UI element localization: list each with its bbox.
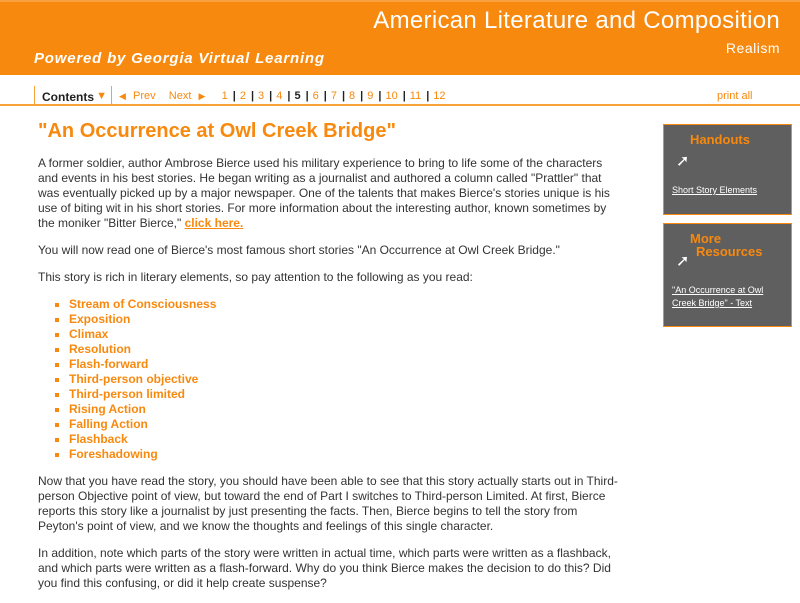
separator: |: [402, 90, 406, 102]
separator: |: [378, 90, 382, 102]
list-item: ▪ Flashback: [69, 432, 623, 447]
page-link-9[interactable]: 9: [367, 90, 374, 102]
author-info-link[interactable]: click here.: [184, 216, 244, 230]
page-link-7[interactable]: 7: [330, 90, 337, 102]
separator: |: [232, 90, 236, 102]
contents-label: Contents: [42, 90, 94, 104]
time-paragraph: In addition, note which parts of the story were written in actual time, which parts were written as a flashback, and which parts were written as a flash-forward. Why do you think Bierce makes the decision to do this? Did you find this confusing, or did it help create suspense?: [38, 546, 611, 590]
list-item: ▪ Third-person objective: [69, 372, 623, 387]
intro-paragraph: [38, 156, 623, 231]
page-link-3[interactable]: 3: [258, 90, 265, 102]
prev-label: Prev: [132, 90, 156, 102]
separator: |: [250, 90, 255, 102]
list-item: ▪ Stream of Consciousness: [69, 297, 623, 312]
handouts-box: [663, 124, 792, 215]
page-navigation: [0, 86, 800, 106]
page-link-5[interactable]: 5: [294, 90, 301, 102]
unit-subtitle: Realism: [725, 40, 780, 56]
resources-title-2: Resources: [696, 244, 763, 259]
next-link[interactable]: [169, 90, 210, 102]
separator: |: [360, 90, 364, 102]
next-arrow-icon: ▶: [198, 91, 206, 101]
cursor-arrow-icon: ➚: [676, 153, 690, 170]
next-label: Next: [168, 90, 192, 102]
page-link-1[interactable]: 1: [221, 90, 228, 102]
elements-intro: This story is rich in literary elements, so pay attention to the following as you read:: [38, 270, 473, 284]
page-link-2[interactable]: 2: [239, 90, 246, 102]
short-story-elements-link[interactable]: Short Story Elements: [672, 185, 758, 195]
list-item: ▪ Third-person limited: [69, 387, 623, 402]
page-link-11[interactable]: 11: [409, 90, 422, 102]
separator: |: [305, 90, 309, 102]
contents-dropdown[interactable]: [34, 86, 112, 106]
reading-paragraph: You will now read one of Bierce's most famous short stories "An Occurrence at Owl Creek Bridge.": [38, 243, 560, 257]
course-title: American Literature and Composition: [373, 7, 780, 34]
list-item: ▪ Foreshadowing: [69, 447, 623, 462]
page-title: "An Occurrence at Owl Creek Bridge": [38, 120, 396, 142]
intro-text: A former soldier, author Ambrose Bierce used his military experience to bring to life some of the characters and events in his best stories. He began writing as a journalist and authored a column called "Prattler" that was eventually picked up by a major newspaper. One of the talents that makes Bierce's stories unique is his use of biting wit in his short stories. For more information about the interesting author, known sometimes by the moniker "Bitter Bierce,": [38, 156, 610, 230]
list-item: ▪ Resolution: [69, 342, 623, 357]
list-item: ▪ Flash-forward: [69, 357, 623, 372]
page-link-6[interactable]: 6: [312, 90, 319, 102]
list-item: ▪ Rising Action: [69, 402, 623, 417]
more-resources-box: [663, 223, 792, 327]
page-link-12[interactable]: 12: [433, 90, 446, 102]
separator: |: [323, 90, 327, 102]
main-content: [38, 120, 623, 603]
link-line-2: Creek Bridge" - Text: [672, 298, 753, 308]
separator: |: [341, 90, 346, 102]
prev-arrow-icon: ◀: [119, 91, 126, 101]
handouts-title: Handouts: [690, 132, 750, 147]
link-line-1: "An Occurrence at Owl: [672, 285, 764, 295]
separator: |: [287, 90, 291, 102]
list-item: ▪ Climax: [69, 327, 623, 342]
owl-creek-text-link[interactable]: [672, 284, 763, 310]
resources-title-1: More: [690, 231, 722, 246]
cursor-arrow-icon: ➚: [676, 253, 690, 270]
pov-paragraph: Now that you have read the story, you should have been able to see that this story actually starts out in Third-person Objective point of view, but toward the end of Part I switches to Third-person Limited. At first, Bierce reports this story like a journalist by just presenting the facts. Then, Bierce begins to tell the story from Peyton's point of view, and we know the thoughts and feelings of this single character.: [38, 474, 618, 533]
literary-elements-list: [38, 297, 623, 462]
page-link-4[interactable]: 4: [276, 90, 283, 102]
header: [0, 0, 800, 75]
prev-link[interactable]: [119, 90, 160, 102]
page-link-10[interactable]: 10: [385, 90, 398, 102]
list-item: ▪ Exposition: [69, 312, 623, 327]
powered-by-logo: Powered by Georgia Virtual Learning: [34, 50, 325, 67]
list-item: ▪ Falling Action: [69, 417, 623, 432]
page-link-8[interactable]: 8: [349, 90, 356, 102]
chevron-down-icon: ▼: [96, 90, 107, 102]
separator: |: [426, 90, 430, 102]
separator: |: [269, 90, 273, 102]
print-all-link[interactable]: print all: [717, 90, 753, 102]
